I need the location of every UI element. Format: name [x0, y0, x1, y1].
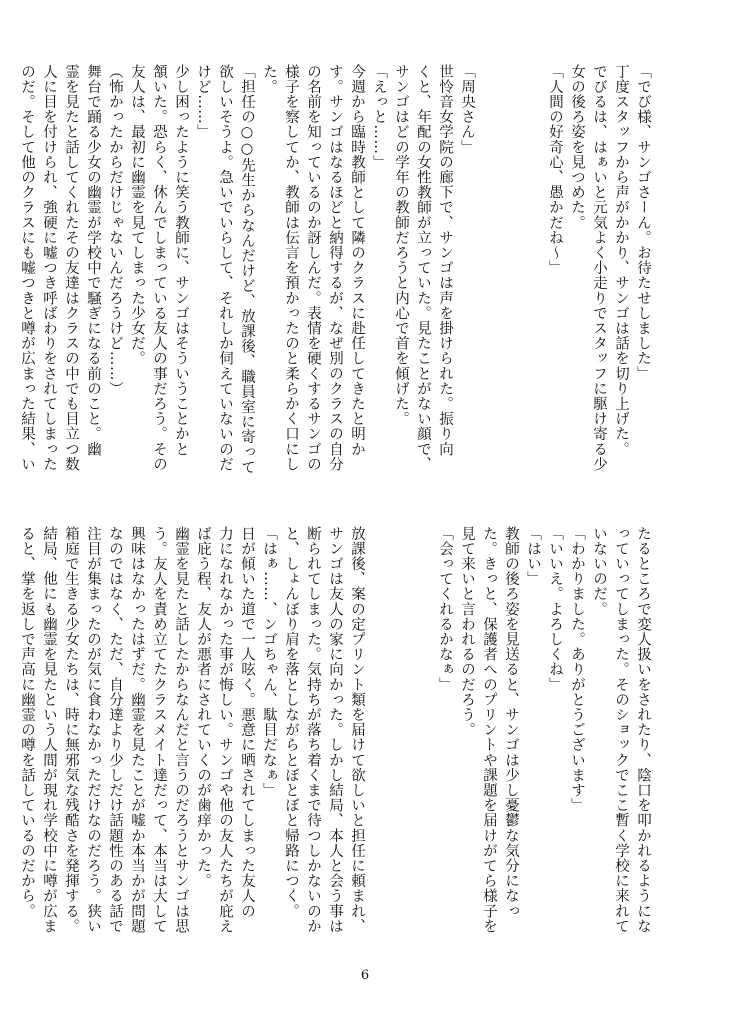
text-line: 「はい」: [525, 526, 541, 587]
text-line: 「でび様、サンゴさーん。お待たせしました」: [635, 64, 651, 382]
blank-line: [368, 526, 390, 958]
text-line: た。きっと、保護者へのプリントや課題を届けがてら様子を: [481, 526, 497, 934]
blank-line: [478, 64, 500, 496]
blank-line: [390, 526, 412, 958]
text-line: 見て来いと言われるのだろう。: [459, 526, 475, 738]
text-line: いないのだ。: [591, 526, 607, 617]
text-line: 世怜音女学院の廊下で、サンゴは声を掛けられた。振り向: [437, 64, 453, 457]
text-line: 幽霊を見たと話したからなんだと言うのだろうとサンゴは思: [173, 526, 189, 934]
text-line: 頷いた。恐らく、休んでしまっている友人の事だろう。その: [151, 64, 167, 472]
text-line: ば庇う程、友人が悪者にされていくのが歯痒かった。: [195, 526, 211, 889]
text-line: す。サンゴはなるほどと納得するが、なぜ別のクラスの自分: [327, 64, 343, 472]
text-line: 日が傾いた道で一人呟く。悪意に晒されてしまった友人の: [239, 526, 255, 919]
text-line: 舞台で踊る少女の幽霊が学校中で騒ぎになる前のこと。幽: [85, 64, 101, 457]
text-line: けど……」: [195, 64, 211, 140]
text-block-top: [16, 64, 654, 496]
text-line: 様子を察してか、教師は伝言を預かったのと柔らかく口にし: [283, 64, 299, 472]
text-line: 興味はなかったはずだ。幽霊を見たことが嘘か本当かが問題: [129, 526, 145, 934]
text-line: 今週から臨時教師として隣のクラスに赴任してきたと明か: [349, 64, 365, 457]
text-line: 「はぁ……、ンゴちゃん、駄目だなぁ」: [261, 526, 277, 798]
text-line: 「人間の好奇心、愚かだね～」: [547, 64, 563, 276]
text-line: た。: [261, 64, 277, 95]
text-line: 力になれなかった事が悔しい。サンゴや他の友人たちが庇え: [217, 526, 233, 934]
text-line: 注目が集まったのが気に食わなかっただけなのだろう。狭い: [85, 526, 101, 934]
text-line: 断られてしまった。気持ちが落ち着くまで待つしかないのか: [305, 526, 321, 934]
text-line: 少し困ったように笑う教師に、サンゴはそういうことかと: [173, 64, 189, 457]
text-line: 欲しいそうよ。急いでいらして、それしか伺えていないのだ: [217, 64, 233, 472]
text-block-bottom: [16, 526, 654, 958]
text-line: 結局、他にも幽霊を見たという人間が現れ学校中に噂が広ま: [41, 526, 57, 934]
text-line: （怖かったからだけじゃないんだろうけど……）: [107, 64, 123, 397]
text-line: 人に目を付けられ、強硬に嘘つき呼ばわりをされてしまった: [41, 64, 57, 472]
text-line: くと、年配の女性教師が立っていた。見たことがない顔で、: [415, 64, 431, 472]
blank-line: [522, 64, 544, 496]
text-line: 「担任の○○先生からなんだけど、放課後、職員室に寄って: [239, 64, 255, 475]
text-line: 女の後ろ姿を見つめた。: [569, 64, 585, 231]
text-line: の名前を知っているのか訝しんだ。表情を硬くするサンゴの: [305, 64, 321, 472]
text-line: と、しょんぼり肩を落としながらとぼとぼと帰路につく。: [283, 526, 299, 919]
text-line: たるところで変人扱いをされたり、陰口を叩かれるようにな: [635, 526, 651, 934]
blank-line: [412, 526, 434, 958]
text-line: う。友人を責め立てたクラスメイト達だって、本当は大して: [151, 526, 167, 934]
text-line: でびるは、はぁいと元気よく小走りでスタッフに駆け寄る少: [591, 64, 607, 472]
text-line: 「会ってくれるかなぁ」: [437, 526, 453, 693]
text-line: サンゴはどの学年の教師だろうと内心で首を傾げた。: [393, 64, 409, 427]
blank-line: [500, 64, 522, 496]
text-line: 霊を見たと話してくれたその友達はクラスの中でも目立つ数: [63, 64, 79, 472]
text-line: 丁度スタッフから声がかかり、サンゴは話を切り上げた。: [613, 64, 629, 457]
text-line: 教師の後ろ姿を見送ると、サンゴは少し憂鬱な気分になっ: [503, 526, 519, 919]
text-line: サンゴは友人の家に向かった。しかし結局、本人と会う事は: [327, 526, 343, 934]
text-line: 「いいえ。よろしくね」: [547, 526, 563, 693]
text-line: 箱庭で生きる少女たちは、時に無邪気な残酷さを発揮する。: [63, 526, 79, 934]
text-line: のだ。そして他のクラスにも嘘つきと噂が広まった結果、い: [19, 64, 35, 472]
text-line: 「わかりました。ありがとうございます」: [569, 526, 585, 813]
text-line: 「周央さん」: [459, 64, 475, 155]
text-line: っていってしまった。そのショックでここ暫く学校に来れて: [613, 526, 629, 934]
text-line: 友人は、最初に幽霊を見てしまった少女だ。: [129, 64, 145, 366]
page-number: 6: [360, 968, 370, 983]
text-line: ると、掌を返しで声高に幽霊の噂を話しているのだから。: [19, 526, 35, 919]
text-line: なのではなく、ただ、自分達より少しだけ話題性のある話で: [107, 526, 123, 934]
text-line: 「えっと……」: [371, 64, 387, 170]
text-line: 放課後、案の定プリント類を届けて欲しいと担任に頼まれ、: [349, 526, 365, 934]
